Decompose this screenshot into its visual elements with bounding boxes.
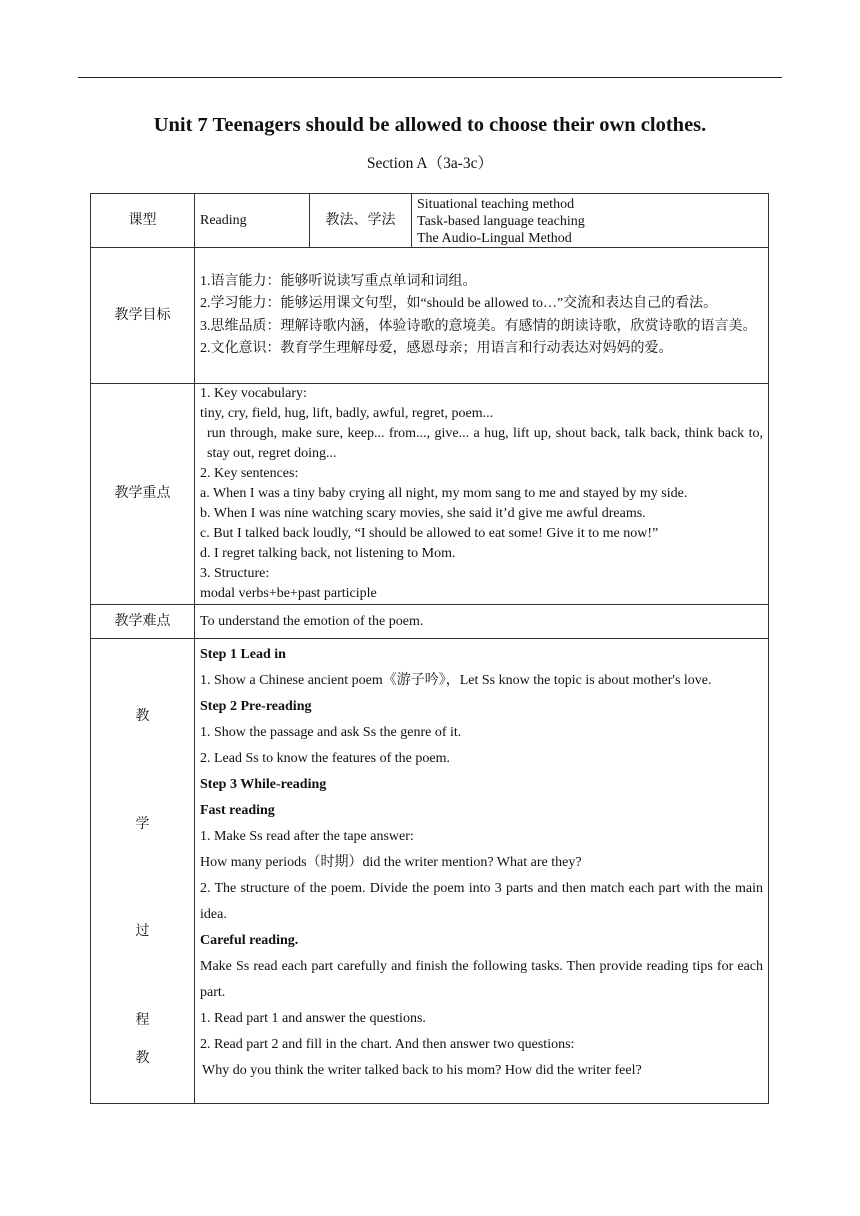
- key-line: d. I regret talking back, not listening to Mom.: [200, 546, 456, 561]
- method-label: 教法、学法: [310, 194, 412, 248]
- sub-heading: Fast reading: [200, 803, 275, 818]
- process-label-char: 过: [135, 924, 150, 939]
- step-heading: Step 3 While-reading: [200, 777, 327, 792]
- difficulty-value: To understand the emotion of the poem.: [195, 605, 769, 639]
- process-content: [195, 639, 769, 1104]
- method-item: Situational teaching method: [417, 196, 575, 212]
- key-points-content: [195, 384, 769, 605]
- difficulty-row: [91, 605, 769, 639]
- goal-item: 2.文化意识：教育学生理解母爱，感恩母亲；用语言和行动表达对妈妈的爱。: [200, 341, 673, 356]
- process-label: [91, 639, 195, 1104]
- key-points-label: 教学重点: [91, 384, 195, 605]
- process-line: 1. Read part 1 and answer the questions.: [200, 1011, 426, 1026]
- key-line: b. When I was nine watching scary movies, she said it’d give me awful dreams.: [200, 506, 646, 521]
- difficulty-label: 教学难点: [91, 605, 195, 639]
- process-line: Make Ss read each part carefully and finish the following tasks. Then provide reading tips for each part.: [200, 959, 763, 1000]
- key-line: a. When I was a tiny baby crying all night, my mom sang to me and stayed by my side.: [200, 486, 688, 501]
- page-title: Unit 7 Teenagers should be allowed to choose their own clothes.: [153, 114, 707, 136]
- lesson-type-row: [91, 194, 769, 248]
- lesson-type-label: 课型: [91, 194, 195, 248]
- key-line: 2. Key sentences:: [200, 466, 299, 481]
- key-line: 3. Structure:: [200, 566, 270, 581]
- process-line: 2. The structure of the poem. Divide the poem into 3 parts and then match each part with the main idea.: [200, 881, 763, 922]
- process-line: 1. Make Ss read after the tape answer:: [200, 829, 414, 844]
- page-subtitle: Section A（3a-3c）: [366, 155, 494, 172]
- method-item: Task-based language teaching: [417, 213, 585, 229]
- process-line: 2. Lead Ss to know the features of the poem.: [200, 751, 450, 766]
- goals-label: 教学目标: [91, 248, 195, 384]
- key-points-row: [91, 384, 769, 605]
- method-item: The Audio-Lingual Method: [417, 230, 572, 246]
- process-row: [91, 639, 769, 1104]
- key-line: modal verbs+be+past participle: [200, 586, 377, 601]
- goal-item: 3.思维品质：理解诗歌内涵，体验诗歌的意境美。有感情的朗读诗歌，欣赏诗歌的语言美。: [200, 318, 757, 334]
- sub-heading: Careful reading.: [200, 933, 299, 948]
- method-list: [412, 194, 769, 248]
- key-line: c. But I talked back loudly, “I should be allowed to eat some! Give it to me now!”: [200, 526, 659, 541]
- lesson-type-value: Reading: [195, 194, 310, 248]
- goal-item: 2.学习能力：能够运用课文句型，如“should be allowed to…”交流和表达自己的看法。: [200, 296, 718, 311]
- process-label-char: 学: [135, 817, 150, 832]
- key-line: 1. Key vocabulary:: [200, 386, 307, 401]
- goals-content: [195, 248, 769, 384]
- step-heading: Step 2 Pre-reading: [200, 699, 312, 714]
- process-line: Why do you think the writer talked back to his mom? How did the writer feel?: [202, 1063, 642, 1078]
- key-line: tiny, cry, field, hug, lift, badly, awful, regret, poem...: [200, 406, 494, 421]
- step-heading: Step 1 Lead in: [200, 647, 286, 662]
- process-line: 1. Show a Chinese ancient poem《游子吟》，Let Ss know the topic is about mother's love.: [200, 673, 712, 688]
- process-line: 2. Read part 2 and fill in the chart. And then answer two questions:: [200, 1037, 575, 1052]
- header-rule: [78, 77, 782, 78]
- process-label-char: 程: [135, 1013, 150, 1028]
- process-line: 1. Show the passage and ask Ss the genre of it.: [200, 725, 462, 740]
- lesson-plan-table: [90, 193, 769, 1104]
- goal-item: 1.语言能力：能够听说读写重点单词和词组。: [200, 273, 477, 289]
- process-label-char: 教: [135, 1051, 150, 1066]
- goals-row: [91, 248, 769, 384]
- process-line: How many periods（时期）did the writer mention? What are they?: [200, 855, 582, 870]
- process-label-char: 教: [135, 709, 150, 724]
- key-line: run through, make sure, keep... from..., give... a hug, lift up, shout back, talk back, think back to, stay out, regret doing...: [207, 426, 763, 461]
